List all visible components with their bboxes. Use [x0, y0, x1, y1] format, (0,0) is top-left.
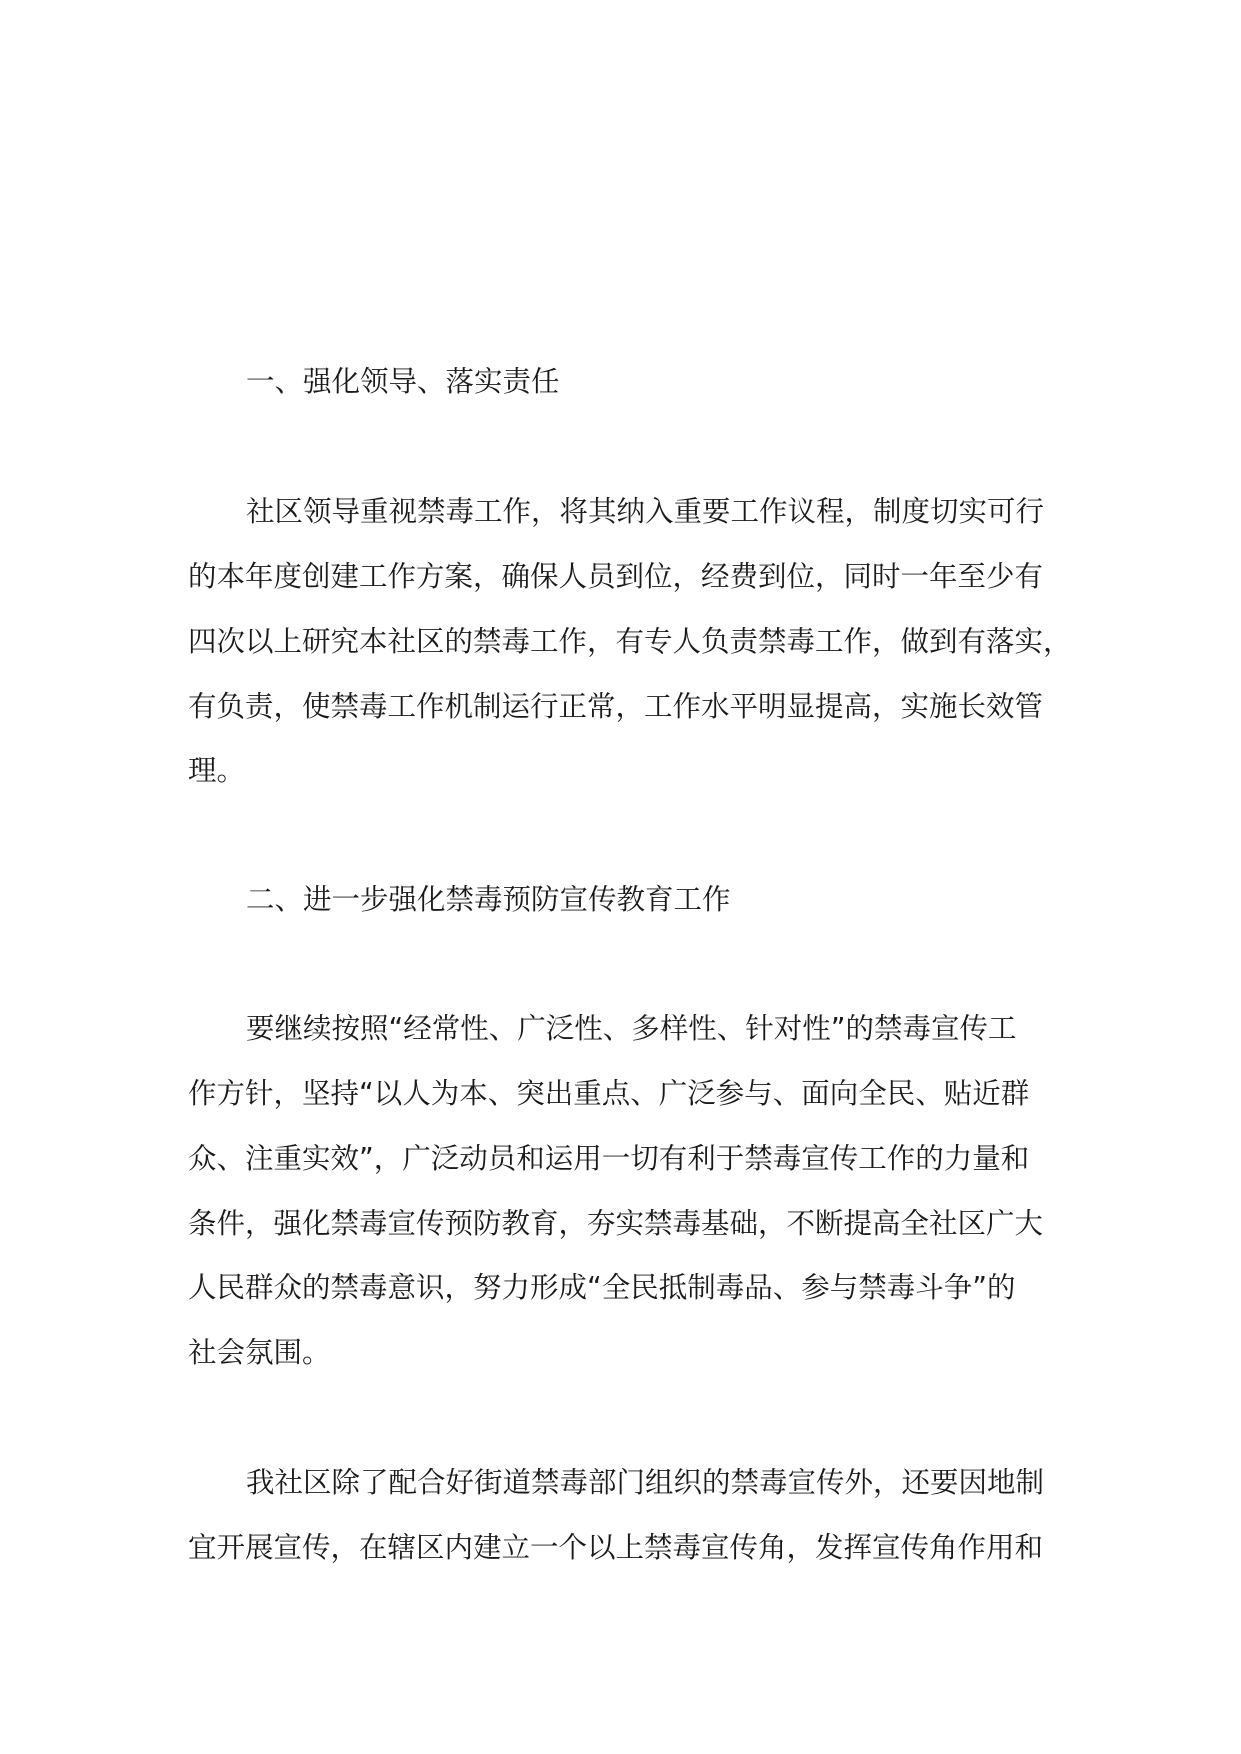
paragraph-2-line-1: 要继续按照“经常性、广泛性、多样性、针对性”的禁毒宣传工 [246, 1012, 1017, 1045]
paragraph-1-line-5: 理。 [188, 754, 246, 787]
paragraph-2-line-2: 作方针，坚持“以人为本、突出重点、广泛参与、面向全民、贴近群 [188, 1077, 1030, 1110]
paragraph-1-line-4: 有负责，使禁毒工作机制运行正常，工作水平明显提高，实施长效管 [188, 690, 1044, 723]
paragraph-3-line-2: 宜开展宣传，在辖区内建立一个以上禁毒宣传角，发挥宣传角作用和 [188, 1531, 1044, 1564]
paragraph-1-line-3: 四次以上研究本社区的禁毒工作，有专人负责禁毒工作，做到有落实， [188, 625, 1072, 658]
paragraph-2-line-4: 条件，强化禁毒宣传预防教育，夯实禁毒基础，不断提高全社区广大 [188, 1207, 1044, 1240]
paragraph-1-line-2: 的本年度创建工作方案，确保人员到位，经费到位，同时一年至少有 [188, 560, 1044, 593]
section-heading-2: 二、进一步强化禁毒预防宣传教育工作 [246, 883, 731, 916]
paragraph-3-line-1: 我社区除了配合好街道禁毒部门组织的禁毒宣传外，还要因地制 [246, 1466, 1045, 1499]
section-heading-1: 一、强化领导、落实责任 [246, 365, 560, 398]
paragraph-2-line-5: 人民群众的禁毒意识，努力形成“全民抵制毒品、参与禁毒斗争”的 [188, 1271, 1016, 1304]
paragraph-1-line-1: 社区领导重视禁毒工作，将其纳入重要工作议程，制度切实可行 [246, 495, 1045, 528]
paragraph-2-line-3: 众、注重实效”，广泛动员和运用一切有利于禁毒宣传工作的力量和 [188, 1142, 1030, 1175]
paragraph-2-line-6: 社会氛围。 [188, 1336, 331, 1369]
